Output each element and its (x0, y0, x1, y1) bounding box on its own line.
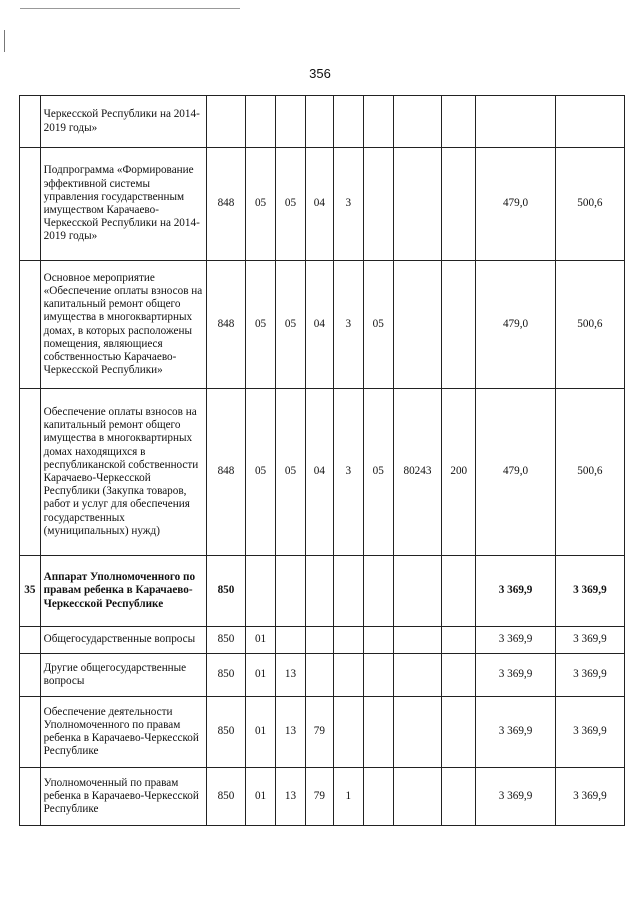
program-code-cell: 79 (305, 697, 333, 768)
section-code-cell: 01 (246, 768, 276, 826)
direction-code-cell: 80243 (393, 389, 442, 556)
row-number-cell (20, 697, 41, 768)
table-row (20, 654, 625, 697)
amount-year2-cell: 3 369,9 (555, 627, 624, 654)
row-name-cell: Общегосударственные вопросы (40, 627, 206, 654)
table-row (20, 627, 625, 654)
amount-year1-cell: 3 369,9 (476, 768, 555, 826)
event-code-cell (363, 96, 393, 148)
section-code-cell: 01 (246, 697, 276, 768)
section-code-cell (246, 556, 276, 627)
amount-year1-cell: 479,0 (476, 261, 555, 389)
amount-year2-cell: 500,6 (555, 261, 624, 389)
amount-year1-cell: 3 369,9 (476, 556, 555, 627)
row-name-cell: Подпрограмма «Формирование эффективной системы управления государственным имуществом Карачаево-Черкесской Республики на 2014-2019 годы» (40, 148, 206, 261)
amount-year2-cell: 500,6 (555, 148, 624, 261)
subprogram-code-cell (333, 697, 363, 768)
section-code-cell: 01 (246, 627, 276, 654)
amount-year2-cell (555, 96, 624, 148)
ministry-code-cell: 850 (206, 556, 245, 627)
subsection-code-cell: 13 (276, 768, 306, 826)
direction-code-cell (393, 654, 442, 697)
event-code-cell (363, 654, 393, 697)
subprogram-code-cell: 1 (333, 768, 363, 826)
scan-artifact-left-mark (4, 30, 5, 52)
row-number-cell: 35 (20, 556, 41, 627)
program-code-cell (305, 556, 333, 627)
row-name-cell: Основное мероприятие «Обеспечение оплаты взносов на капитальный ремонт общего имущества в многоквартирных домах, в которых расположены помещения, являющиеся собственностью Карачаево-Черкесской Республики» (40, 261, 206, 389)
row-number-cell (20, 654, 41, 697)
amount-year2-cell: 500,6 (555, 389, 624, 556)
subprogram-code-cell (333, 96, 363, 148)
event-code-cell: 05 (363, 261, 393, 389)
ministry-code-cell: 850 (206, 697, 245, 768)
scan-artifact-top-line (20, 8, 240, 9)
table-row (20, 148, 625, 261)
subsection-code-cell: 13 (276, 697, 306, 768)
row-name-cell: Другие общегосударственные вопросы (40, 654, 206, 697)
table-row (20, 697, 625, 768)
row-number-cell (20, 627, 41, 654)
amount-year1-cell: 479,0 (476, 389, 555, 556)
budget-table (19, 95, 625, 826)
ministry-code-cell: 848 (206, 389, 245, 556)
row-name-cell: Аппарат Уполномоченного по правам ребенка в Карачаево-Черкесской Республике (40, 556, 206, 627)
event-code-cell: 05 (363, 389, 393, 556)
subsection-code-cell: 13 (276, 654, 306, 697)
row-number-cell (20, 768, 41, 826)
program-code-cell (305, 96, 333, 148)
ministry-code-cell (206, 96, 245, 148)
direction-code-cell (393, 768, 442, 826)
page-number: 356 (309, 66, 331, 81)
row-name-cell: Обеспечение оплаты взносов на капитальный ремонт общего имущества в многоквартирных домах находящихся в республиканской собственности Карачаево-Черкесской Республики (Закупка товаров, работ и услуг для обеспечения государственных (муниципальных) нужд) (40, 389, 206, 556)
amount-year2-cell: 3 369,9 (555, 556, 624, 627)
table-row (20, 96, 625, 148)
section-code-cell: 05 (246, 261, 276, 389)
table-row (20, 261, 625, 389)
program-code-cell: 04 (305, 148, 333, 261)
table-row (20, 768, 625, 826)
event-code-cell (363, 148, 393, 261)
subprogram-code-cell: 3 (333, 148, 363, 261)
expense-type-cell (442, 148, 476, 261)
row-name-cell: Обеспечение деятельности Уполномоченного по правам ребенка в Карачаево-Черкесской Республике (40, 697, 206, 768)
amount-year2-cell: 3 369,9 (555, 697, 624, 768)
subsection-code-cell (276, 96, 306, 148)
expense-type-cell (442, 96, 476, 148)
direction-code-cell (393, 148, 442, 261)
event-code-cell (363, 768, 393, 826)
section-code-cell: 01 (246, 654, 276, 697)
row-number-cell (20, 389, 41, 556)
direction-code-cell (393, 261, 442, 389)
subprogram-code-cell (333, 654, 363, 697)
direction-code-cell (393, 556, 442, 627)
expense-type-cell (442, 654, 476, 697)
program-code-cell (305, 627, 333, 654)
direction-code-cell (393, 627, 442, 654)
ministry-code-cell: 850 (206, 627, 245, 654)
expense-type-cell (442, 261, 476, 389)
direction-code-cell (393, 96, 442, 148)
subprogram-code-cell: 3 (333, 389, 363, 556)
section-code-cell: 05 (246, 148, 276, 261)
amount-year1-cell (476, 96, 555, 148)
table-row (20, 389, 625, 556)
amount-year1-cell: 479,0 (476, 148, 555, 261)
ministry-code-cell: 848 (206, 148, 245, 261)
subsection-code-cell (276, 556, 306, 627)
event-code-cell (363, 627, 393, 654)
amount-year2-cell: 3 369,9 (555, 654, 624, 697)
subprogram-code-cell (333, 627, 363, 654)
ministry-code-cell: 848 (206, 261, 245, 389)
subsection-code-cell: 05 (276, 389, 306, 556)
row-number-cell (20, 148, 41, 261)
program-code-cell: 04 (305, 261, 333, 389)
event-code-cell (363, 556, 393, 627)
subsection-code-cell: 05 (276, 148, 306, 261)
subprogram-code-cell (333, 556, 363, 627)
expense-type-cell (442, 556, 476, 627)
row-number-cell (20, 96, 41, 148)
table-row (20, 556, 625, 627)
amount-year1-cell: 3 369,9 (476, 627, 555, 654)
row-name-cell: Уполномоченный по правам ребенка в Карачаево-Черкесской Республике (40, 768, 206, 826)
program-code-cell: 79 (305, 768, 333, 826)
expense-type-cell (442, 768, 476, 826)
amount-year1-cell: 3 369,9 (476, 654, 555, 697)
ministry-code-cell: 850 (206, 654, 245, 697)
ministry-code-cell: 850 (206, 768, 245, 826)
section-code-cell (246, 96, 276, 148)
direction-code-cell (393, 697, 442, 768)
amount-year2-cell: 3 369,9 (555, 768, 624, 826)
section-code-cell: 05 (246, 389, 276, 556)
amount-year1-cell: 3 369,9 (476, 697, 555, 768)
row-number-cell (20, 261, 41, 389)
program-code-cell (305, 654, 333, 697)
row-name-cell: Черкесской Республики на 2014-2019 годы» (40, 96, 206, 148)
expense-type-cell (442, 697, 476, 768)
table-body (20, 96, 625, 826)
program-code-cell: 04 (305, 389, 333, 556)
expense-type-cell: 200 (442, 389, 476, 556)
event-code-cell (363, 697, 393, 768)
expense-type-cell (442, 627, 476, 654)
subprogram-code-cell: 3 (333, 261, 363, 389)
subsection-code-cell (276, 627, 306, 654)
subsection-code-cell: 05 (276, 261, 306, 389)
